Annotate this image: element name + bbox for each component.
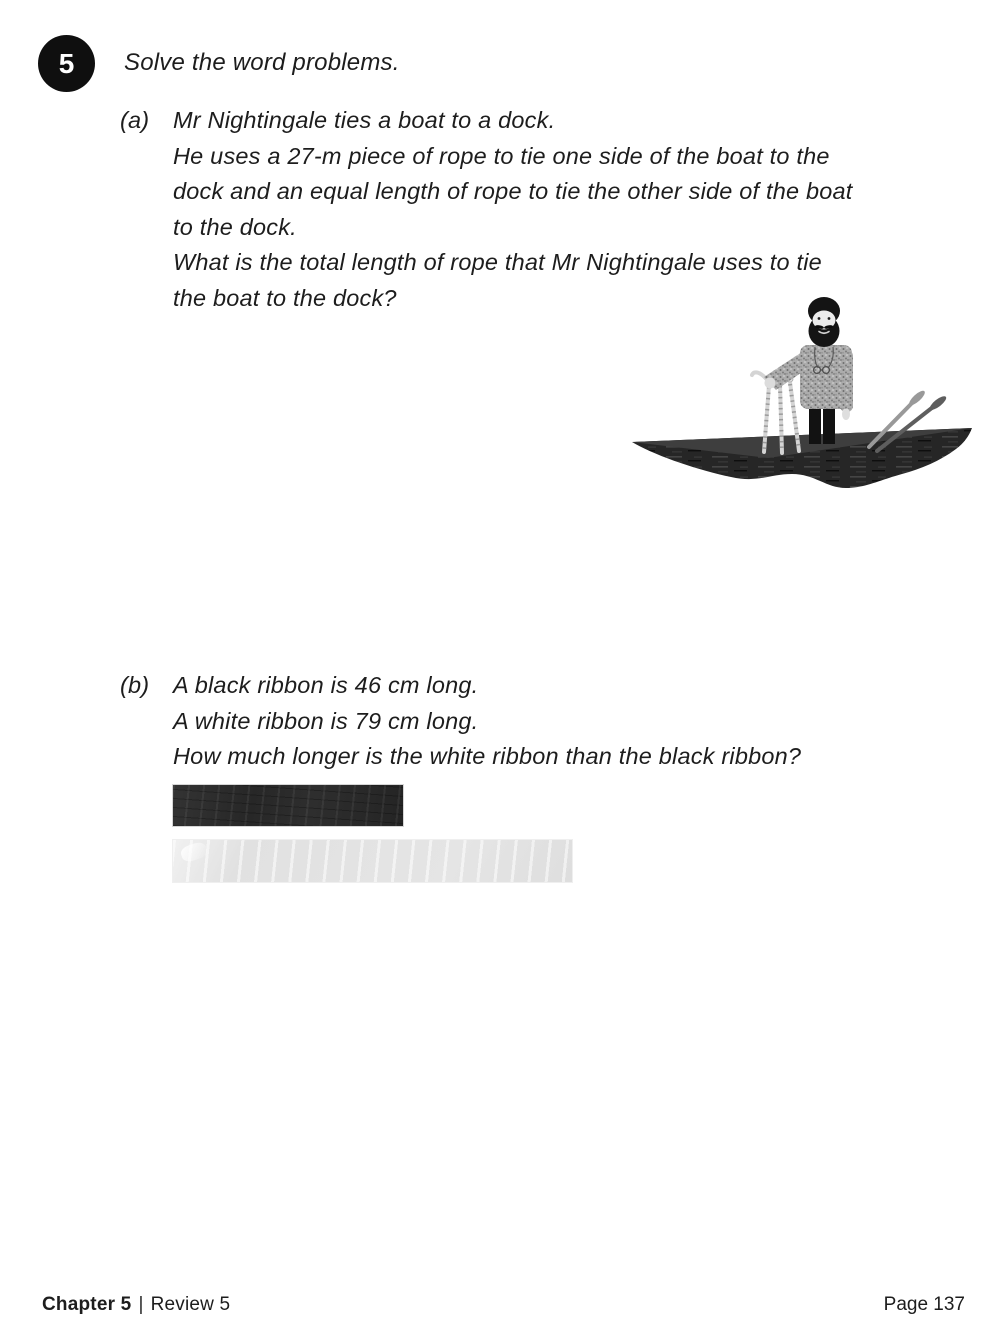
part-b-text — [173, 668, 971, 775]
problem-text-line: A white ribbon is 79 cm long. — [173, 707, 479, 734]
section-label: Review 5 — [150, 1294, 231, 1315]
problem-text-line: to the dock. — [173, 213, 297, 240]
ribbon-sheen — [179, 840, 209, 863]
white-ribbon-bar — [172, 839, 573, 883]
black-ribbon-bar — [172, 784, 404, 827]
problem-text-line: What is the total length of rope that Mr Nightingale uses to tie — [173, 249, 822, 275]
footer-separator: | — [138, 1294, 144, 1315]
man-head — [808, 297, 840, 347]
problem-text-line: the boat to the dock? — [173, 284, 397, 311]
boat-hull — [632, 428, 972, 488]
question-prompt: Solve the word problems. — [124, 49, 400, 76]
part-a-label: (a) — [120, 107, 150, 133]
question-number-badge: 5 — [38, 35, 95, 92]
part-b-label: (b) — [120, 672, 150, 698]
footer-chapter-info — [42, 1294, 230, 1316]
problem-text-line: A black ribbon is 46 cm long. — [173, 672, 479, 698]
problem-text-line: How much longer is the white ribbon than the black ribbon? — [173, 743, 802, 769]
problem-text-line: dock and an equal length of rope to tie the other side of the boat — [173, 178, 853, 204]
question-part-b — [120, 668, 971, 775]
problem-text-line: Mr Nightingale ties a boat to a dock. — [173, 107, 556, 133]
chapter-label: Chapter 5 — [42, 1294, 132, 1315]
man-figure — [764, 297, 853, 444]
problem-text-line: He uses a 27-m piece of rope to tie one side of the boat to the — [173, 142, 830, 169]
boat-illustration — [618, 284, 983, 502]
page-number: Page 137 — [883, 1294, 965, 1315]
